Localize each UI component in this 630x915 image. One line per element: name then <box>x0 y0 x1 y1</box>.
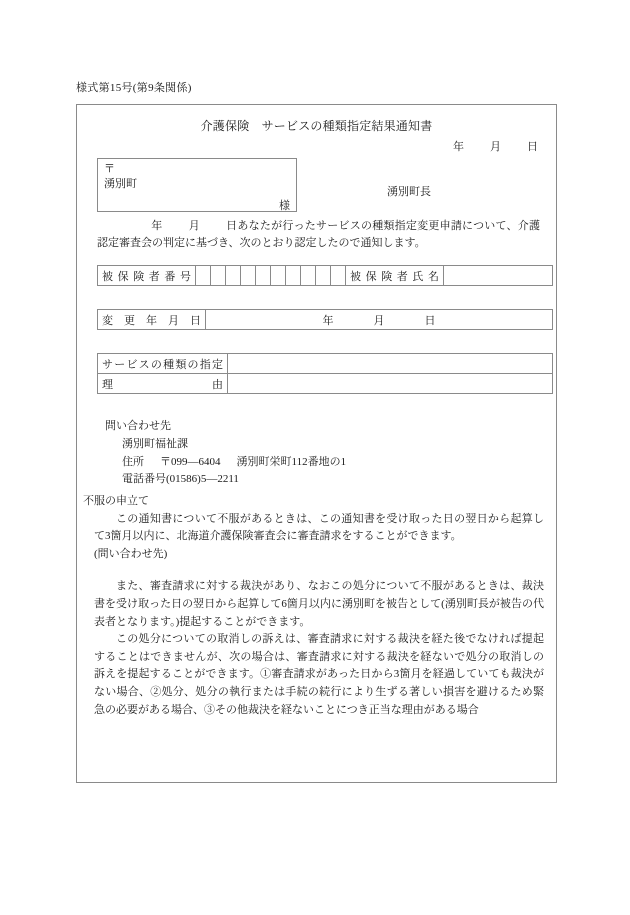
change-date-label: 変更年月日 <box>98 310 206 330</box>
addressee-box <box>97 158 297 212</box>
intro-month: 月 <box>188 220 200 232</box>
contact-address-line <box>105 454 346 472</box>
intro-day: 日 <box>225 220 238 232</box>
appeal-paragraph-1: この通知書について不服があるときは、この通知書を受け取った日の翌日から起算して3箇月以内に、北海道介護保険審査会に審査請求をすることができます。 <box>94 512 544 543</box>
insured-digit-cell[interactable] <box>256 266 271 286</box>
intro-year: 年 <box>151 220 163 232</box>
insured-name-label: 被保険者氏名 <box>346 266 444 286</box>
table-row <box>98 374 553 394</box>
table-row <box>98 266 553 286</box>
appeal-spacer <box>83 563 544 578</box>
issuer-name: 湧別町長 <box>387 186 431 198</box>
addressee-town: 湧別町 <box>104 177 137 190</box>
service-type-value[interactable] <box>228 354 553 374</box>
issue-date-day: 日 <box>527 141 538 153</box>
insured-digit-cell[interactable] <box>331 266 346 286</box>
service-type-label: サービスの種類の指定 <box>98 354 228 374</box>
insured-digit-cell[interactable] <box>286 266 301 286</box>
change-date-value[interactable] <box>206 310 553 330</box>
reason-label: 理由 <box>98 374 228 394</box>
issue-date-line <box>453 138 538 154</box>
contact-postal-code: 〒099—6404 <box>160 455 221 468</box>
service-designation-table <box>97 353 553 394</box>
postal-mark: 〒 <box>104 163 115 175</box>
insured-digit-cell[interactable] <box>196 266 211 286</box>
change-date-table <box>97 309 553 330</box>
change-date-year: 年 <box>322 314 334 327</box>
insured-digit-cell[interactable] <box>211 266 226 286</box>
contact-address-label: 住所 <box>122 455 144 468</box>
contact-heading: 問い合わせ先 <box>105 420 171 432</box>
issue-date-year: 年 <box>453 141 464 153</box>
form-number: 様式第15号(第9条関係) <box>76 82 192 94</box>
appeal-paragraph-2: また、審査請求に対する裁決があり、なおこの処分について不服があるときは、裁決書を受け取った日の翌日から起算して6箇月以内に湧別町を被告として(湧別町長が被告の代表者となります。)提起することができます。 <box>94 580 544 628</box>
intro-body: あなたが行ったサービスの種類指定変更申請について、介護認定審査会の判定に基づき、次のとおり認定したので通知します。 <box>97 220 541 250</box>
contact-block <box>105 418 346 489</box>
contact-department: 湧別町福祉課 <box>122 437 188 450</box>
insured-number-label: 被保険者番号 <box>98 266 196 286</box>
contact-address-value: 湧別町栄町112番地の1 <box>236 455 347 468</box>
insured-person-table <box>97 265 553 286</box>
insured-digit-cell[interactable] <box>301 266 316 286</box>
change-date-month: 月 <box>373 314 385 327</box>
contact-phone: 電話番号(01586)5—2211 <box>122 473 239 486</box>
insured-name-value[interactable] <box>444 266 553 286</box>
intro-paragraph <box>97 218 540 252</box>
appeal-heading: 不服の申立て <box>83 495 149 507</box>
insured-digit-cell[interactable] <box>241 266 256 286</box>
table-row <box>98 354 553 374</box>
document-frame <box>76 104 557 783</box>
appeal-paragraph-3: この処分についての取消しの訴えは、審査請求に対する裁決を経た後でなければ提起することはできませんが、次の場合は、審査請求に対する裁決を経ないで処分の取消しの訴えを提起することができます。①審査請求があった日から3箇月を経過していても裁決がない場合、②処分、処分の執行または手続の続行により生ずる著しい損害を避けるため緊急の必要がある場合、③その他裁決を経ないことにつき正当な理由がある場合 <box>94 633 544 716</box>
insured-digit-cell[interactable] <box>226 266 241 286</box>
document-title: 介護保険 サービスの種類指定結果通知書 <box>200 119 433 133</box>
reason-value[interactable] <box>228 374 553 394</box>
addressee-honorific: 様 <box>279 199 290 212</box>
issue-date-month: 月 <box>490 141 501 153</box>
appeal-section <box>83 493 544 719</box>
table-row <box>98 310 553 330</box>
appeal-contact-note: (問い合わせ先) <box>94 547 168 560</box>
insured-digit-cell[interactable] <box>316 266 331 286</box>
insured-digit-cell[interactable] <box>271 266 286 286</box>
change-date-day: 日 <box>424 314 436 327</box>
